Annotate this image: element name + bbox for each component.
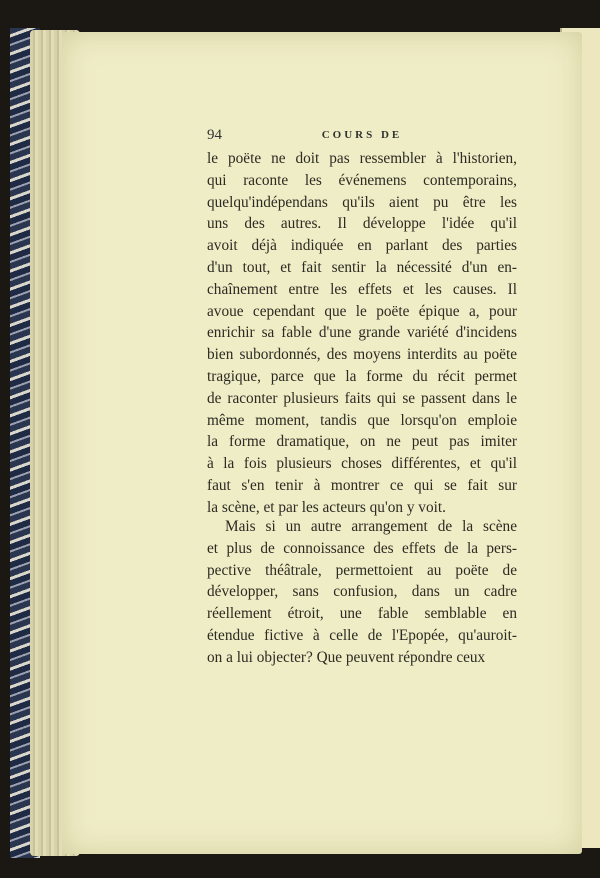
paragraph-2 — [207, 516, 517, 669]
text-line: réellement étroit, une fable semblable en — [207, 605, 517, 623]
text-line: avoit déjà indiquée en parlant des parties — [207, 237, 517, 255]
text-line: faut s'en tenir à montrer ce qui se fait sur — [207, 476, 517, 494]
text-line: bien subordonnés, des moyens interdits au poëte — [207, 346, 517, 364]
text-line: la scène, et par les acteurs qu'on y voit. — [207, 498, 446, 516]
text-line: le poëte ne doit pas ressembler à l'historien, — [207, 150, 517, 167]
text-line: Mais si un autre arrangement de la scène — [225, 518, 517, 535]
page-number: 94 — [207, 127, 222, 143]
paragraph-1 — [207, 148, 517, 519]
text-line: même moment, tandis que lorsqu'on emploie — [207, 411, 517, 429]
text-line: à la fois plusieurs choses différentes, et qu'il — [207, 455, 517, 473]
text-line: de raconter plusieurs faits qui se passent dans le — [207, 389, 517, 407]
text-line: d'un tout, et fait sentir la nécessité d'un en- — [207, 258, 517, 276]
text-line: la forme dramatique, on ne peut pas imiter — [207, 433, 517, 451]
text-line: étendue fictive à celle de l'Epopée, qu'auroit- — [207, 626, 517, 644]
text-line: on a lui objecter? Que peuvent répondre ceux — [207, 648, 486, 666]
text-line: pective théâtrale, permettoient au poëte de — [207, 561, 517, 579]
text-line: enrichir sa fable d'une grande variété d'incidens — [207, 324, 517, 342]
text-line: chaînement entre les effets et les causes. Il — [207, 280, 517, 298]
running-title: COURS DE — [321, 129, 403, 141]
text-line: uns des autres. Il développe l'idée qu'il — [207, 215, 517, 233]
text-line: quelqu'indépendans qu'ils aient pu être les — [207, 193, 517, 211]
text-line: avoue cependant que le poëte épique a, pour — [207, 302, 517, 320]
text-line: qui raconte les événemens contemporains, — [207, 171, 517, 189]
text-line: tragique, parce que la forme du récit permet — [207, 367, 517, 385]
text-line: développer, sans confusion, dans un cadre — [207, 583, 517, 601]
text-line: et plus de connoissance des effets de la pers- — [207, 539, 517, 557]
